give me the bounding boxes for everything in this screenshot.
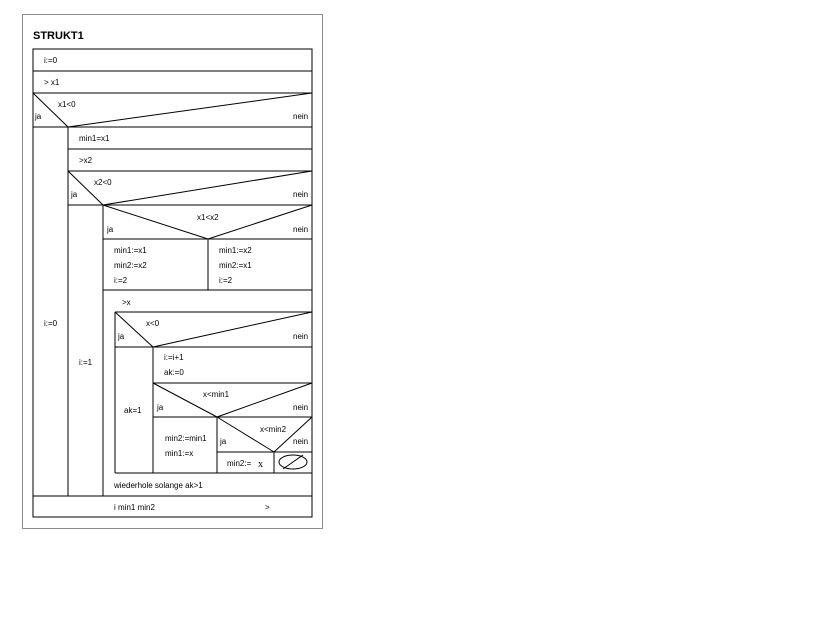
decision-diagonal: [68, 171, 103, 205]
decision-diagonal: [115, 312, 153, 347]
left3-label: ak=1: [124, 406, 142, 415]
outer-frame: [33, 49, 312, 517]
decision2-yes: ja: [71, 190, 78, 199]
decision2-no: nein: [293, 190, 309, 199]
decision2-condition: x2<0: [94, 178, 112, 187]
decision-diagonal: [274, 417, 312, 452]
decision1-no: nein: [293, 112, 309, 121]
stmt-inc: i:=i+1: [164, 353, 184, 362]
decision-diagonal: [103, 205, 208, 239]
output-values: i min1 min2: [114, 503, 155, 512]
left1-label: i:=0: [44, 319, 58, 328]
d5-yes-line: min1:=x: [165, 449, 194, 458]
d3-no-line: i:=2: [219, 276, 233, 285]
decision3-no: nein: [293, 225, 309, 234]
stmt-input-x1: > x1: [44, 78, 60, 87]
decision5-condition: x<min1: [203, 390, 230, 399]
left2-label: i:=1: [79, 358, 93, 367]
decision-diagonal: [217, 417, 274, 452]
decision4-condition: x<0: [146, 319, 160, 328]
decision6-no: nein: [293, 437, 309, 446]
decision3-condition: x1<x2: [197, 213, 219, 222]
stmt-i0: i:=0: [44, 56, 58, 65]
empty-set-slash: [283, 455, 303, 469]
d3-yes-line: min1:=x1: [114, 246, 147, 255]
loop-condition: wiederhole solange ak>1: [114, 481, 203, 490]
decision-diagonal: [33, 93, 68, 127]
d6-assign-value: x: [258, 459, 263, 470]
decision3-yes: ja: [107, 225, 114, 234]
decision-diagonal: [153, 312, 312, 347]
decision6-yes: ja: [220, 437, 227, 446]
d3-yes-line: min2:=x2: [114, 261, 147, 270]
decision-diagonal: [68, 93, 312, 127]
decision5-no: nein: [293, 403, 309, 412]
d3-no-line: min2:=x1: [219, 261, 252, 270]
decision-diagonal: [103, 171, 312, 205]
d3-no-line: min1:=x2: [219, 246, 252, 255]
d3-yes-line: i:=2: [114, 276, 128, 285]
output-arrow: >: [265, 503, 270, 512]
decision1-yes: ja: [35, 112, 42, 121]
decision1-condition: x1<0: [58, 100, 76, 109]
stmt-input-x: >x: [122, 298, 131, 307]
decision5-yes: ja: [157, 403, 164, 412]
decision4-yes: ja: [118, 332, 125, 341]
diagram-title: STRUKT1: [33, 30, 84, 42]
decision6-condition: x<min2: [260, 425, 287, 434]
stmt-inc: ak:=0: [164, 368, 184, 377]
d6-assign: min2:=: [227, 459, 252, 468]
d5-yes-line: min2:=min1: [165, 434, 207, 443]
stmt-min1-x1: min1=x1: [79, 134, 110, 143]
decision4-no: nein: [293, 332, 309, 341]
stmt-input-x2: >x2: [79, 156, 93, 165]
